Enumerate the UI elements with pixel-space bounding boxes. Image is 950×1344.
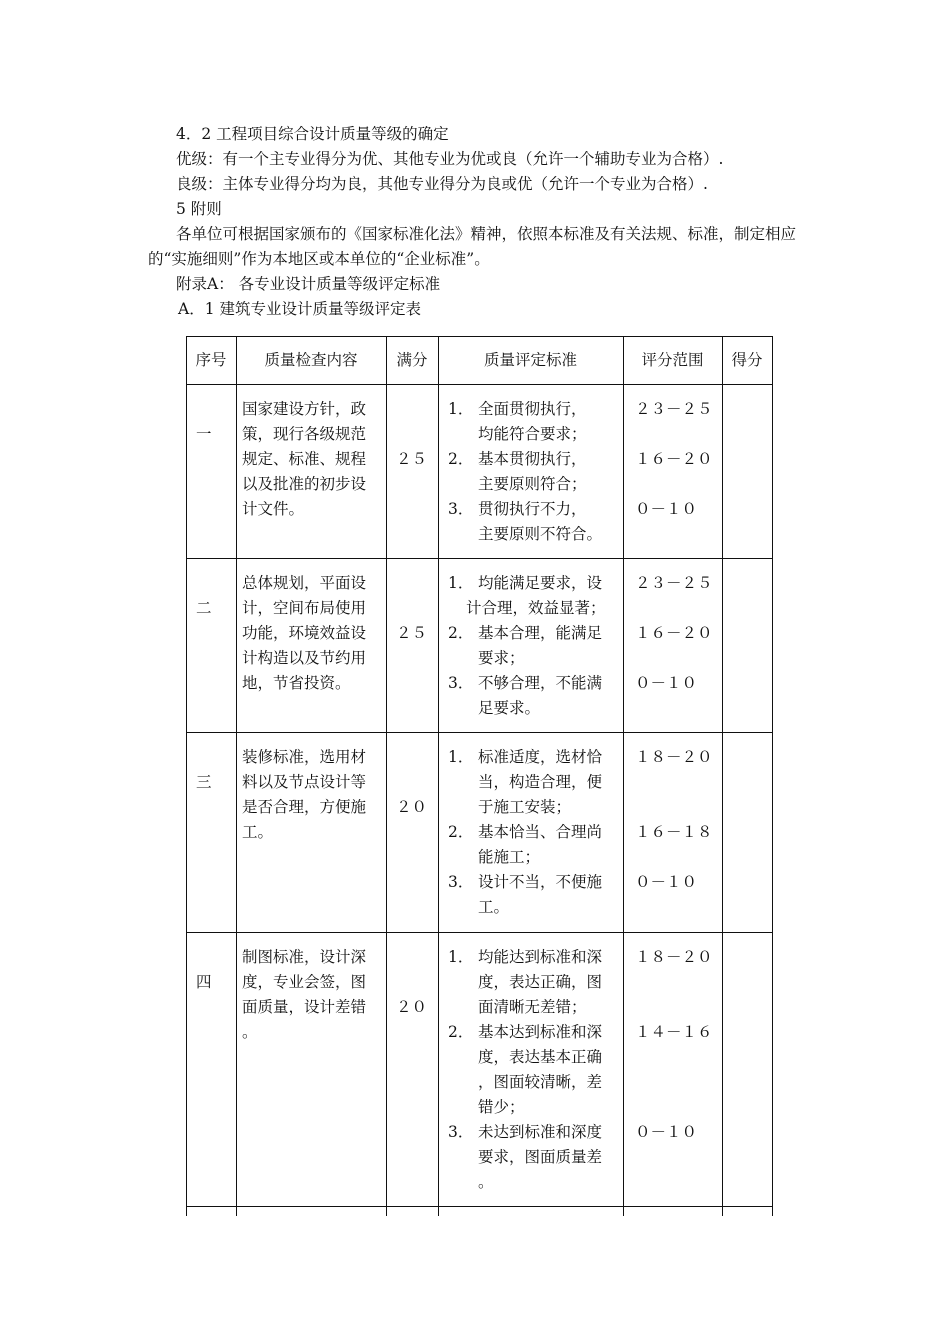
full-score: ２０ bbox=[396, 798, 428, 816]
full-score: ２５ bbox=[396, 624, 428, 642]
table-column-rule bbox=[236, 336, 237, 1216]
criterion-text: 基本达到标准和深 bbox=[478, 1023, 603, 1041]
criterion-item bbox=[448, 870, 602, 895]
row-number: 三 bbox=[196, 773, 212, 791]
grade-good-text: 良级：主体专业得分均为良，其他专业得分为良或优（允许一个专业为合格）. bbox=[176, 175, 708, 193]
score-range: ０－１０ bbox=[635, 1123, 698, 1141]
inspection-content-line: 是否合理，方便施 bbox=[242, 798, 367, 816]
criterion-number: 2． bbox=[448, 624, 474, 642]
inspection-content-line: 国家建设方针，政 bbox=[242, 400, 367, 418]
section-heading-4-2: 4．2 工程项目综合设计质量等级的确定 bbox=[176, 125, 449, 143]
full-score: ２５ bbox=[396, 450, 428, 468]
criterion-item bbox=[448, 397, 587, 422]
criterion-item bbox=[448, 497, 587, 522]
criterion-continuation: 足要求。 bbox=[478, 699, 541, 717]
criterion-text: 均能达到标准和深 bbox=[478, 948, 603, 966]
criterion-text: 不够合理，不能满 bbox=[478, 674, 603, 692]
table-rule bbox=[186, 732, 772, 733]
criterion-text: 均能满足要求，设 bbox=[478, 574, 603, 592]
criterion-number: 3． bbox=[448, 674, 474, 692]
inspection-content-line: 制图标准，设计深 bbox=[242, 948, 367, 966]
criterion-continuation: 错少； bbox=[478, 1098, 525, 1116]
table-column-rule bbox=[623, 336, 624, 1216]
criterion-item bbox=[448, 447, 587, 472]
inspection-content-line: 度，专业会签，图 bbox=[242, 973, 367, 991]
criterion-text: 全面贯彻执行， bbox=[478, 400, 587, 418]
appendix-heading: 附录A： 各专业设计质量等级评定标准 bbox=[176, 275, 441, 293]
criterion-continuation: 能施工； bbox=[478, 848, 541, 866]
header-full-score: 满分 bbox=[396, 351, 428, 369]
full-score: ２０ bbox=[396, 998, 428, 1016]
score-range: ０－１０ bbox=[635, 873, 698, 891]
table-column-rule bbox=[772, 336, 773, 1216]
criterion-number: 3． bbox=[448, 500, 474, 518]
score-range: １８－２０ bbox=[635, 948, 713, 966]
row-number: 四 bbox=[196, 973, 212, 991]
table-column-rule bbox=[186, 336, 187, 1216]
score-range: １４－１６ bbox=[635, 1023, 713, 1041]
table-rule bbox=[186, 336, 772, 337]
criterion-continuation: 当，构造合理，便 bbox=[478, 773, 603, 791]
score-range: ０－１０ bbox=[635, 674, 698, 692]
header-score: 得分 bbox=[731, 351, 763, 369]
criterion-text: 基本恰当、合理尚 bbox=[478, 823, 603, 841]
criterion-text: 未达到标准和深度 bbox=[478, 1123, 603, 1141]
score-range: １６－１８ bbox=[635, 823, 713, 841]
criterion-item bbox=[448, 745, 602, 770]
inspection-content-line: 计，空间布局使用 bbox=[242, 599, 367, 617]
header-range: 评分范围 bbox=[641, 351, 704, 369]
quality-grading-table bbox=[186, 336, 772, 1216]
criterion-number: 2． bbox=[448, 450, 474, 468]
criterion-continuation: 计合理，效益显著； bbox=[466, 599, 606, 617]
criterion-continuation: 面清晰无差错； bbox=[478, 998, 587, 1016]
score-range: １６－２０ bbox=[635, 450, 713, 468]
criterion-continuation: 要求，图面质量差 bbox=[478, 1148, 603, 1166]
table-column-rule bbox=[722, 336, 723, 1216]
inspection-content-line: 装修标准，选用材 bbox=[242, 748, 367, 766]
inspection-content-line: 工。 bbox=[242, 823, 274, 841]
table-rule bbox=[186, 932, 772, 933]
criterion-number: 1． bbox=[448, 574, 474, 592]
criterion-continuation: 要求； bbox=[478, 649, 525, 667]
table-title: A．1 建筑专业设计质量等级评定表 bbox=[178, 300, 421, 318]
header-content: 质量检查内容 bbox=[264, 351, 358, 369]
criterion-continuation: 于施工安装； bbox=[478, 798, 572, 816]
table-column-rule bbox=[438, 336, 439, 1216]
criterion-number: 1． bbox=[448, 748, 474, 766]
inspection-content-line: 总体规划，平面设 bbox=[242, 574, 367, 592]
inspection-content-line: 面质量，设计差错 bbox=[242, 998, 367, 1016]
inspection-content-line: 料以及节点设计等 bbox=[242, 773, 367, 791]
criterion-item bbox=[448, 571, 602, 596]
inspection-content-line: 功能，环境效益设 bbox=[242, 624, 367, 642]
criterion-number: 1． bbox=[448, 400, 474, 418]
section-heading-5: 5 附则 bbox=[176, 200, 222, 218]
criterion-item bbox=[448, 1120, 602, 1145]
body-text bbox=[148, 122, 818, 322]
criterion-item bbox=[448, 820, 602, 845]
inspection-content-line: 以及批准的初步设 bbox=[242, 475, 367, 493]
row-number: 二 bbox=[196, 599, 212, 617]
inspection-content-line: 地，节省投资。 bbox=[242, 674, 351, 692]
grade-excellent-text: 优级：有一个主专业得分为优、其他专业为优或良（允许一个辅助专业为合格）. bbox=[176, 150, 724, 168]
criterion-continuation: 主要原则不符合。 bbox=[478, 525, 603, 543]
criterion-continuation: 均能符合要求； bbox=[478, 425, 587, 443]
score-range: ２３－２５ bbox=[635, 574, 713, 592]
criterion-text: 设计不当，不便施 bbox=[478, 873, 603, 891]
score-range: ２３－２５ bbox=[635, 400, 713, 418]
row-number: 一 bbox=[196, 425, 212, 443]
criterion-item bbox=[448, 671, 602, 696]
criterion-number: 2． bbox=[448, 823, 474, 841]
table-rule bbox=[186, 558, 772, 559]
criterion-continuation: 度，表达正确，图 bbox=[478, 973, 603, 991]
header-criteria: 质量评定标准 bbox=[483, 351, 577, 369]
criterion-item bbox=[448, 1020, 602, 1045]
criterion-continuation: ，图面较清晰，差 bbox=[478, 1073, 603, 1091]
criterion-continuation: 。 bbox=[478, 1173, 494, 1191]
criterion-text: 标准适度，选材恰 bbox=[478, 748, 603, 766]
inspection-content-line: 计构造以及节约用 bbox=[242, 649, 367, 667]
inspection-content-line: 。 bbox=[242, 1023, 258, 1041]
supplementary-rule-text: 各单位可根据国家颁布的《国家标准化法》精神，依照本标准及有关法规、标准，制定相应的“实施细则”作为本地区或本单位的“企业标准”。 bbox=[148, 225, 797, 268]
header-no: 序号 bbox=[195, 351, 227, 369]
criterion-number: 3． bbox=[448, 1123, 474, 1141]
criterion-continuation: 工。 bbox=[478, 898, 510, 916]
inspection-content-line: 规定、标准、规程 bbox=[242, 450, 367, 468]
criterion-text: 基本合理，能满足 bbox=[478, 624, 603, 642]
score-range: １８－２０ bbox=[635, 748, 713, 766]
criterion-number: 2． bbox=[448, 1023, 474, 1041]
criterion-number: 1． bbox=[448, 948, 474, 966]
criterion-continuation: 主要原则符合； bbox=[478, 475, 587, 493]
criterion-number: 3． bbox=[448, 873, 474, 891]
criterion-item bbox=[448, 945, 602, 970]
criterion-text: 贯彻执行不力， bbox=[478, 500, 587, 518]
table-column-rule bbox=[386, 336, 387, 1216]
criterion-item bbox=[448, 621, 602, 646]
criterion-continuation: 度，表达基本正确 bbox=[478, 1048, 603, 1066]
criterion-text: 基本贯彻执行， bbox=[478, 450, 587, 468]
inspection-content-line: 策，现行各级规范 bbox=[242, 425, 367, 443]
score-range: ０－１０ bbox=[635, 500, 698, 518]
inspection-content-line: 计文件。 bbox=[242, 500, 305, 518]
score-range: １６－２０ bbox=[635, 624, 713, 642]
table-rule bbox=[186, 1206, 772, 1207]
table-rule bbox=[186, 384, 772, 385]
